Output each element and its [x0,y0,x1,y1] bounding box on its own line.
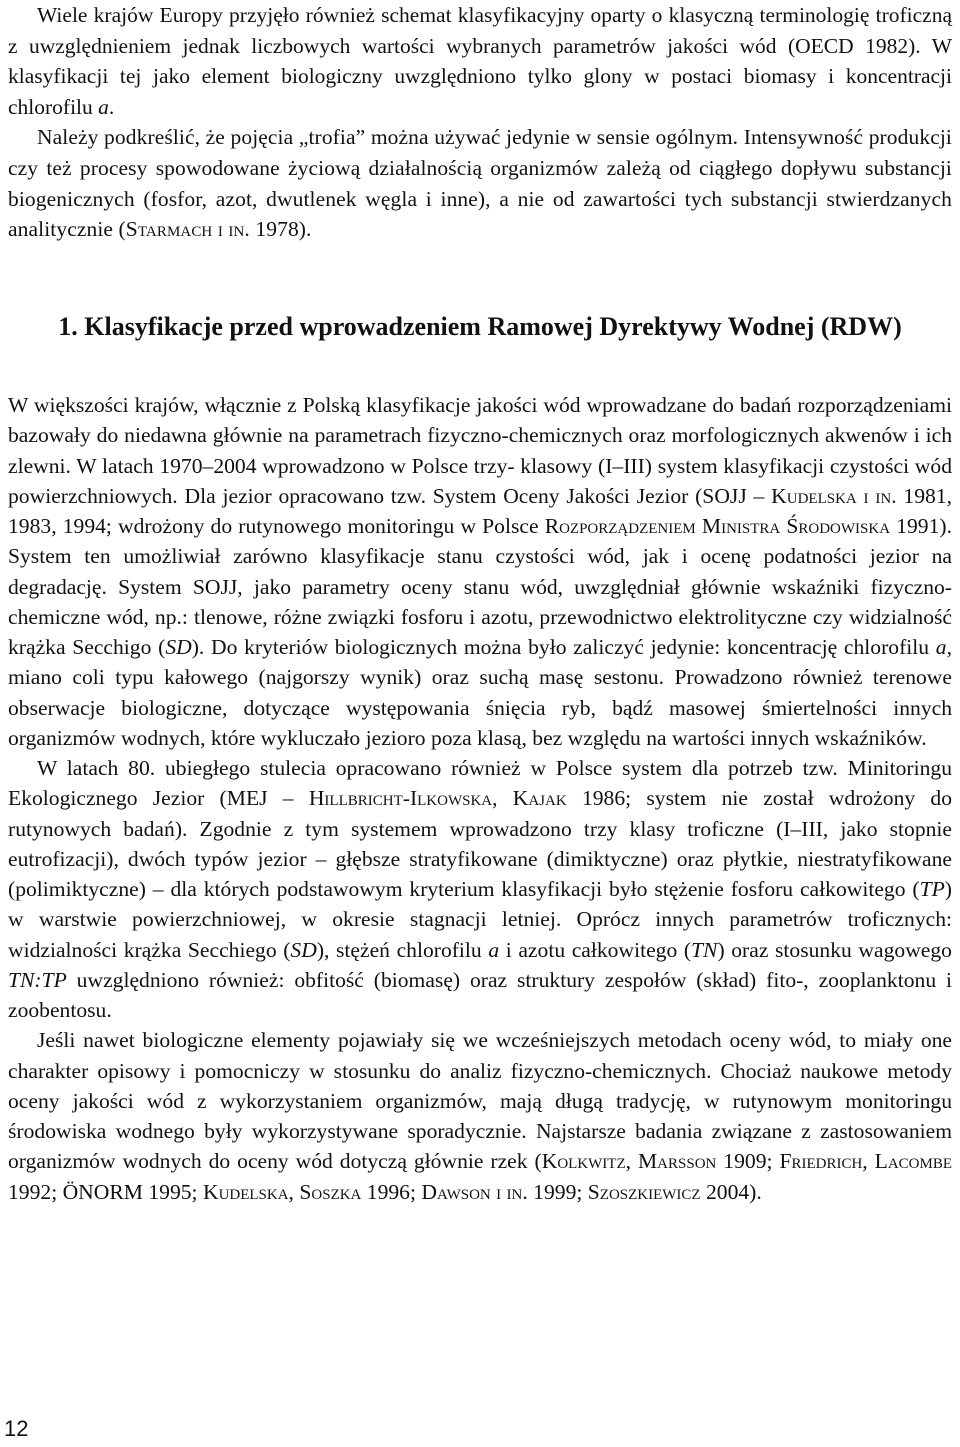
italic-span: TN [691,937,718,962]
italic-span: TN:TP [8,967,67,992]
italic-span: a [935,635,947,659]
italic-span: TP [919,877,945,901]
text-span: W latach 80. ubiegłego stulecia opracowano również w Polsce system dla potrzeb tzw. Minitoringu Ekologicznego Jezior (MEJ – [8,756,952,811]
intro-paragraph-2 [8,122,952,244]
text-span: Jeśli nawet biologiczne elementy pojawiały się we wcześniejszych metodach oceny wód, to miały one charakter opisowy i pomocniczy w stosunku do analiz fizyczno-chemicznych. Chociaż naukowe metody oceny jakości wód z wykorzystaniem organizmów, mają długą tradycję, w rutynowym monitoringu środowiska wodnego były wykorzystywane sporadycznie. Najstarsze badania związane z zastosowaniem organizmów wodnych do oceny wód dotyczą głównie rzek ( [8,1028,952,1174]
text-span: ), stężeń chlorofilu [316,937,489,962]
section-body [8,390,952,1207]
text-span: ). Do kryteriów biologicznych można było zaliczyć jedynie: koncentrację chlorofilu [191,635,936,659]
text-span: ÖNORM 1995; [57,1179,203,1204]
text-span: 1978). [249,217,312,242]
text-span: W większości krajów, włącznie z Polską klasyfikacje jakości wód wprowadzane do badań rozporządzeniami bazowały do niedawna głównie na parametrach fizyczno-chemicznych oraz morfologicznych akwenów i ich zlewni. W latach 1970–2004 wprowadzono w Polsce trzy- klasowy (I–III) system klasyfikacji czystości wód powierzchniowych. Dla jezior opracowano tzw. System Oceny Jakości Jezior (SOJJ – [8,393,952,508]
italic-span: a [98,94,109,119]
text-span: Należy podkreślić, że pojęcia „trofia” można używać jedynie w sensie ogólnym. Intensywność produkcji czy też procesy spowodowane życiową działalnością organizmów zależą od ciągłego dopływu substancji biogenicznych (fosfor, azot, dwutlenek węgla i inne), a nie od zawartości tych substancji stwierdzanych analitycznie ( [8,125,952,242]
citation: Starmach i in. [125,217,250,242]
citation: Kolkwitz, Marsson 1909; Friedrich, Lacombe 1992; [8,1149,952,1204]
text-span: Wiele krajów Europy przyjęło również schemat klasyfikacyjny oparty o klasyczną terminologię troficzną z uwzględnieniem jednak liczbowych wartości wybranych parametrów jakości wód (OECD 1982). W klasyfikacji tej jako element biologiczny uwzględniono tylko glony w postaci biomasy i koncentracji chlorofilu [8,3,952,119]
italic-span: SD [290,937,317,962]
text-span: i azotu całkowitego ( [499,937,692,962]
text-span: 1991). System ten umożliwiał zarówno klasyfikacje stanu czystości wód, jak i ocenę podatności jezior na degradację. System SOJJ, jako parametry oceny stanu wód, uwzględniał głównie wskaźniki fizyczno-chemiczne wód, np.: tlenowe, różne związki fosforu i azotu, przewodnictwo elektrolityczne czy widzialność krążka Secchigo ( [8,514,952,659]
intro-paragraph-1 [8,0,952,122]
citation: Dawson i in. [421,1179,528,1204]
body-paragraph-3 [8,1025,952,1207]
citation: Kudelska i in. [771,483,897,508]
text-span: uwzględniono również: obfitość (biomasę) oraz struktury zespołów (skład) fito-, zooplanktonu i zoobentosu. [8,967,952,1022]
body-paragraph-1 [8,390,952,753]
intro-text [8,0,952,245]
text-span: 2004). [700,1179,762,1204]
section-title: 1. Klasyfikacje przed wprowadzeniem Ramowej Dyrektywy Wodnej (RDW) [58,312,902,341]
body-paragraph-2 [8,753,952,1025]
text-span: 1986; system nie został wdrożony do rutynowych badań). Zgodnie z tym systemem wprowadzono trzy klasy troficzne (I–III, jako stopnie eutrofizacji), dwóch typów jezior – głębsze stratyfikowane (dimiktyczne) oraz płytkie, niestratyfikowane (polimiktyczne) – dla których podstawowym kryterium klasyfikacji było stężenie fosforu całkowitego ( [8,786,952,901]
italic-span: SD [165,635,192,659]
citation: Kudelska, Soszka [202,1179,362,1204]
text-span: , miano coli typu kałowego (najgorszy wynik) oraz suchą masę sestonu. Prowadzono również terenowe obserwacje biologiczne, dotyczące występowania śnięcia ryb, bądź masowej śmiertelności innych organizmów wodnych, które wykluczało jezioro poza klasą, bez względu na wartości innych wskaźników. [8,635,952,750]
document-page [8,0,953,1204]
citation: Rozporządzeniem Ministra Środowiska [544,514,891,538]
text-span: ) oraz stosunku wagowego [717,937,952,962]
page-number: 12 [4,1416,29,1441]
text-span: 1999; [527,1179,588,1204]
citation: Hillbricht-Ilkowska, Kajak [308,786,567,811]
text-span: . [108,94,115,119]
text-span: ) w warstwie powierzchniowej, w okresie stagnacji letniej. Oprócz innych parametrów troficznych: widzialności krążka Secchiego ( [8,877,952,962]
text-span: 1981, 1983, 1994; wdrożony do rutynowego monitoringu w Polsce [8,483,953,538]
text-span: 1996; [361,1179,422,1204]
citation: Szoszkiewicz [587,1179,701,1204]
italic-span: a [488,937,500,962]
